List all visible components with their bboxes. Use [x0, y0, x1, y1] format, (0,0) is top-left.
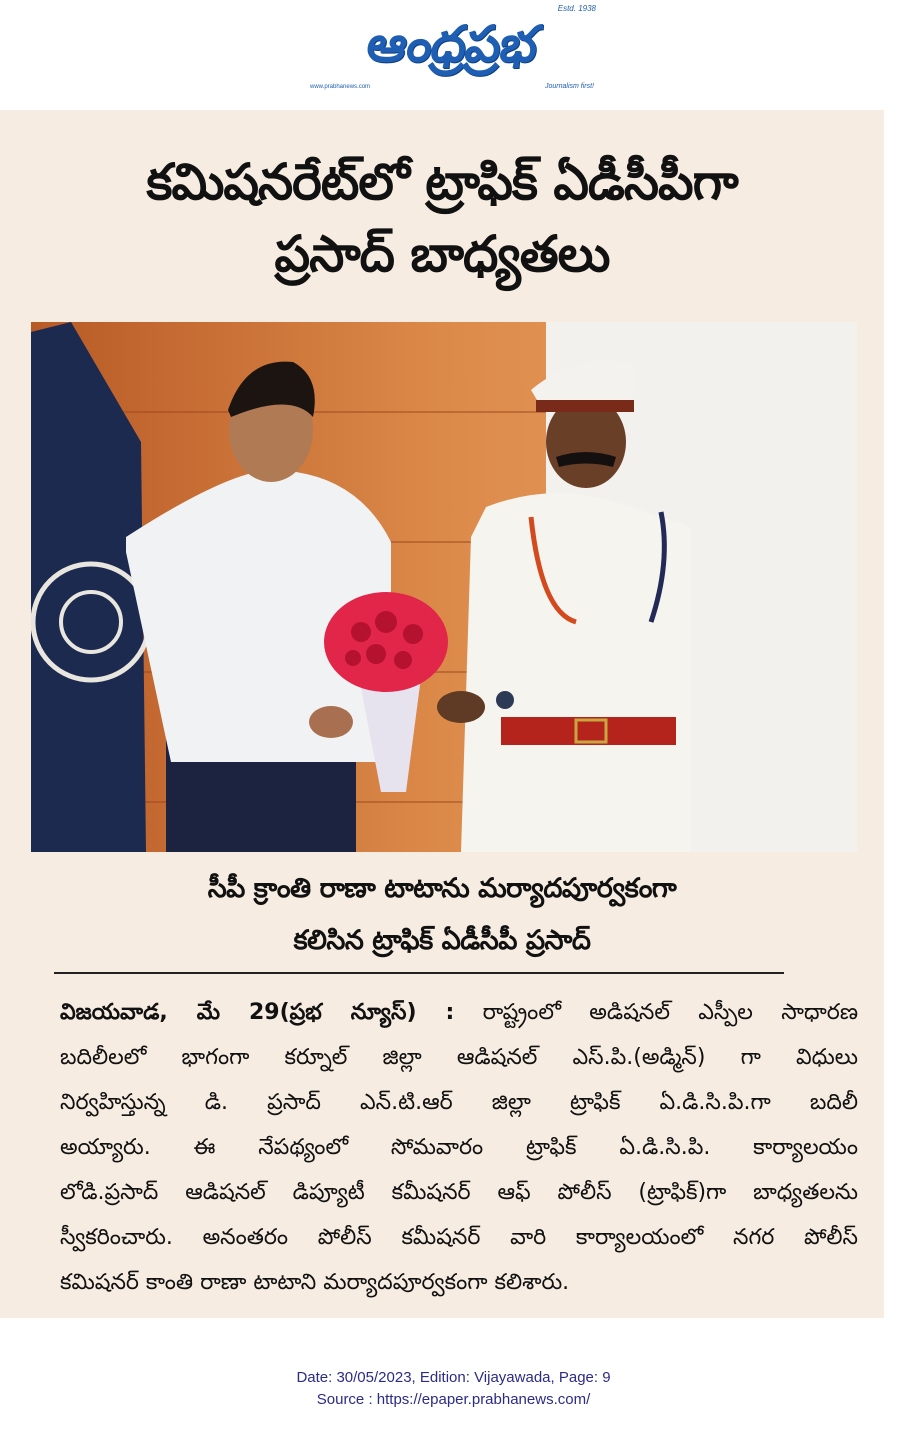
body-line: అయ్యారు. ఈ నేపథ్యంలో సోమవారం ట్రాఫిక్ ఏ.డి.సి.పి. కార్యాలయం: [60, 1135, 858, 1160]
estd-label: Estd. 1938: [557, 4, 596, 13]
body-line: స్వీకరించారు. అనంతరం పోలీస్ కమీషనర్ వారి కార్యాలయంలో నగర పోలీస్: [60, 1225, 858, 1250]
photo-caption-line-2: కలిసిన ట్రాఫిక్ ఏడీసీపీ ప్రసాద్: [293, 925, 591, 956]
website-label: www.prabhanews.com: [310, 84, 371, 90]
photo-illustration: [31, 322, 857, 852]
dateline: విజయవాడ, మే 29(ప్రభ న్యూస్) :: [60, 1000, 455, 1025]
tagline: Journalism first!: [544, 83, 594, 90]
source-link[interactable]: Source : https://epaper.prabhanews.com/: [316, 1391, 591, 1408]
article-body: [60, 990, 858, 1305]
brand-name: ఆంధ్రప్రభ: [363, 15, 541, 73]
news-photo: [31, 322, 857, 852]
headline-line-2: ప్రసాద్ బాధ్యతలు: [274, 225, 610, 283]
newspaper-logo[interactable]: [302, 4, 602, 96]
edition-info: Date: 30/05/2023, Edition: Vijayawada, Page: 9: [296, 1369, 611, 1386]
body-line-text: రాష్ట్రంలో అడిషనల్ ఎస్పీల సాధారణ: [482, 1000, 858, 1025]
body-line: నిర్వహిస్తున్న డి. ప్రసాద్ ఎన్.టి.ఆర్ జిల్లా ట్రాఫిక్ ఏ.డి.సి.పి.గా బదిలీ: [60, 1090, 858, 1115]
photo-caption-line-1: సీపీ క్రాంతి రాణా టాటాను మర్యాదపూర్వకంగా: [207, 873, 677, 904]
divider-rule: [54, 972, 784, 974]
body-line: కమిషనర్ కాంతి రాణా టాటాని మర్యాదపూర్వకంగా కలిశారు.: [60, 1270, 570, 1295]
body-line: [60, 990, 858, 1035]
news-clipping: [0, 110, 884, 1318]
masthead: [0, 0, 907, 108]
body-line: బదిలీలలో భాగంగా కర్నూల్ జిల్లా ఆడిషనల్ ఎస్.పి.(అడ్మిన్) గా విధులు: [60, 1045, 858, 1070]
body-line: లోడి.ప్రసాద్ ఆడిషనల్ డిప్యూటీ కమీషనర్ ఆఫ్ పోలీస్ (ట్రాఫిక్)గా బాధ్యతలను: [60, 1180, 858, 1205]
headline-line-1: కమిషనరేట్‌లో ట్రాఫిక్ ఏడీసీపీగా: [146, 153, 738, 211]
